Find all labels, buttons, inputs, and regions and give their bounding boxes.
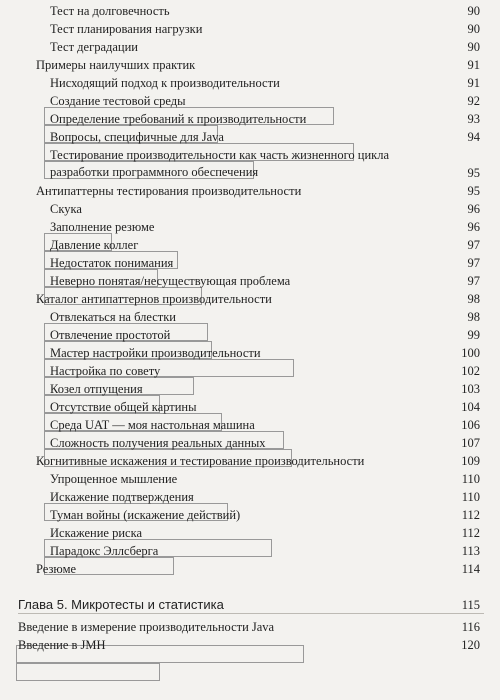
toc-entry-page: 110 (461, 472, 480, 486)
toc-entry-title: Упрощенное мышление (50, 472, 178, 486)
toc-entry-title: Заполнение резюме (50, 220, 155, 234)
toc-entry-page: 107 (461, 436, 480, 450)
toc-entry-title: Неверно понятая/несуществующая проблема (50, 274, 291, 288)
toc-entry-page: 106 (461, 418, 480, 432)
toc-entry-page: 98 (467, 292, 480, 306)
toc-entry-title: Тестирование производительности как часть жизненного цикла разработки программного обеспечения (50, 148, 390, 179)
toc-entry-page: 95 (467, 166, 480, 180)
toc-entry-page: 112 (461, 526, 480, 540)
toc-entry-title: Каталог антипаттернов производительности (36, 292, 272, 306)
toc-entry-page: 95 (467, 184, 480, 198)
toc-entry-title: Среда UAT — моя настольная машина (50, 418, 255, 432)
toc-entry-page: 97 (467, 274, 480, 288)
toc-entry-title: Мастер настройки производительности (50, 346, 261, 360)
toc-entry-page: 94 (467, 130, 480, 144)
toc-entry-page: 96 (467, 220, 480, 234)
toc-entry-title: Тест деградации (50, 40, 138, 54)
toc-entry-title: Давление коллег (50, 238, 139, 252)
toc-entry-title: Тест на долговечность (50, 4, 170, 18)
toc-entry-page: 91 (467, 76, 480, 90)
toc-entry-page: 120 (461, 638, 480, 652)
toc-entry-title: Резюме (36, 562, 77, 576)
toc-entry-page: 109 (461, 454, 480, 468)
toc-entry-page: 115 (461, 598, 480, 612)
toc-entry-page: 102 (461, 364, 480, 378)
toc-entry-page: 104 (461, 400, 480, 414)
toc-entry-title: Скука (50, 202, 82, 216)
toc-entry-page: 97 (467, 238, 480, 252)
toc-entry-page: 91 (467, 58, 480, 72)
toc-entry-title: Введение в JMH (18, 638, 106, 652)
toc-entry-title: Когнитивные искажения и тестирование производительности (36, 454, 365, 468)
toc-entry-title: Козел отпущения (50, 382, 143, 396)
toc-entry-page: 113 (461, 544, 480, 558)
toc-entry-page: 96 (467, 202, 480, 216)
toc-entry-page: 93 (467, 112, 480, 126)
toc-entry-page: 116 (461, 620, 480, 634)
toc-entry-title: Определение требований к производительности (50, 112, 307, 126)
toc-entry-title: Введение в измерение производительности Java (18, 620, 275, 634)
toc-entry-title: Сложность получения реальных данных (50, 436, 266, 450)
toc-entry-page: 90 (467, 40, 480, 54)
toc-entry-page: 97 (467, 256, 480, 270)
highlight-box (16, 663, 160, 681)
toc-entry-title: Тест планирования нагрузки (50, 22, 203, 36)
toc-entry (0, 147, 500, 183)
toc-entry-title: Вопросы, специфичные для Java (50, 130, 224, 144)
toc-entry-title: Отвлекаться на блестки (50, 310, 176, 324)
toc-entry-title: Искажение подтверждения (50, 490, 194, 504)
toc-entry-page: 114 (461, 562, 480, 576)
toc-entry-title: Искажение риска (50, 526, 142, 540)
toc-entry-title: Антипаттерны тестирования производительности (36, 184, 302, 198)
toc-entry-title: Отсутствие общей картины (50, 400, 197, 414)
toc-entry-page: 110 (461, 490, 480, 504)
toc-entry-page: 99 (467, 328, 480, 342)
toc-entry-page: 100 (461, 346, 480, 360)
toc-entry-title: Настройка по совету (50, 364, 161, 378)
toc-entry-page: 90 (467, 4, 480, 18)
toc-entry-page: 90 (467, 22, 480, 36)
toc-entry-title: Глава 5. Микротесты и статистика (18, 597, 224, 612)
toc-entry-page: 103 (461, 382, 480, 396)
toc-entry-page: 98 (467, 310, 480, 324)
toc-entry-title: Создание тестовой среды (50, 94, 186, 108)
toc-entry-title: Отвлечение простотой (50, 328, 171, 342)
toc-entry-title: Примеры наилучших практик (36, 58, 196, 72)
toc-entry-page: 112 (461, 508, 480, 522)
toc-entry-title: Недостаток понимания (50, 256, 174, 270)
toc-entry-title: Туман войны (искажение действий) (50, 508, 241, 522)
toc-entry-title: Нисходящий подход к производительности (50, 76, 280, 90)
toc-entry-title: Парадокс Эллсберга (50, 544, 159, 558)
toc-entry-page: 92 (467, 94, 480, 108)
